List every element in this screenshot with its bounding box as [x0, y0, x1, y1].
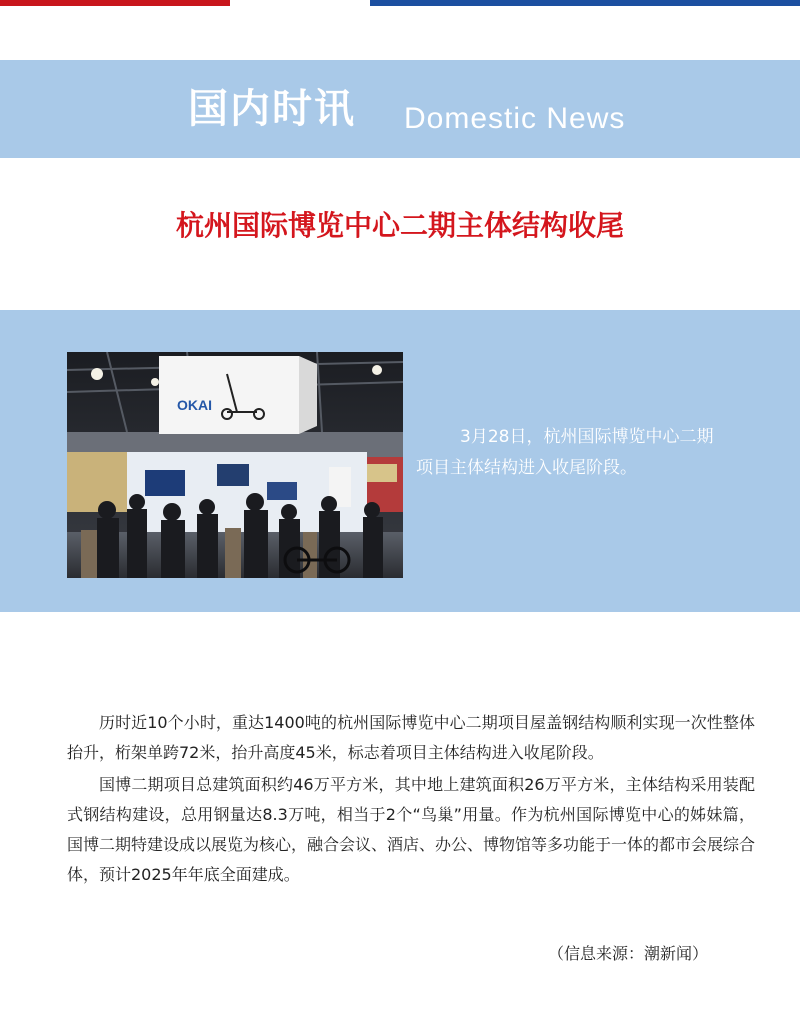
header-band [0, 60, 800, 158]
article-paragraph: 历时近10个小时，重达1400吨的杭州国际博览中心二期项目屋盖钢结构顺利实现一次性整体抬升，桁架单跨72米，抬升高度45米，标志着项目主体结构进入收尾阶段。 [67, 713, 755, 762]
top-stripe-gap [230, 0, 370, 6]
photo-caption [416, 422, 776, 484]
article-paragraph: 国博二期项目总建筑面积约46万平方米，其中地上建筑面积26万平方米，主体结构采用装配式钢结构建设，总用钢量达8.3万吨，相当于2个“鸟巢”用量。作为杭州国际博览中心的姊妹篇，国博二期特建设成以展览为核心，融合会议、酒店、办公、博物馆等多功能于一体的都市会展综合体，预计2025年年底全面建成。 [67, 775, 756, 884]
booth-brand-text: OKAI [177, 397, 212, 413]
source-credit: （信息来源：潮新闻） [547, 944, 708, 963]
section-subtitle: Domestic News [404, 102, 626, 135]
article-headline: 杭州国际博览中心二期主体结构收尾 [175, 209, 624, 242]
section-title: 国内时讯 [188, 86, 356, 132]
expo-photo [67, 352, 403, 578]
caption-line-2: 项目主体结构进入收尾阶段。 [416, 458, 637, 478]
caption-line-1: 3月28日，杭州国际博览中心二期 [460, 427, 714, 447]
expo-photo-illustration [67, 352, 403, 578]
top-stripe-red [0, 0, 230, 6]
article-body [67, 708, 755, 892]
top-stripe-blue [370, 0, 800, 6]
